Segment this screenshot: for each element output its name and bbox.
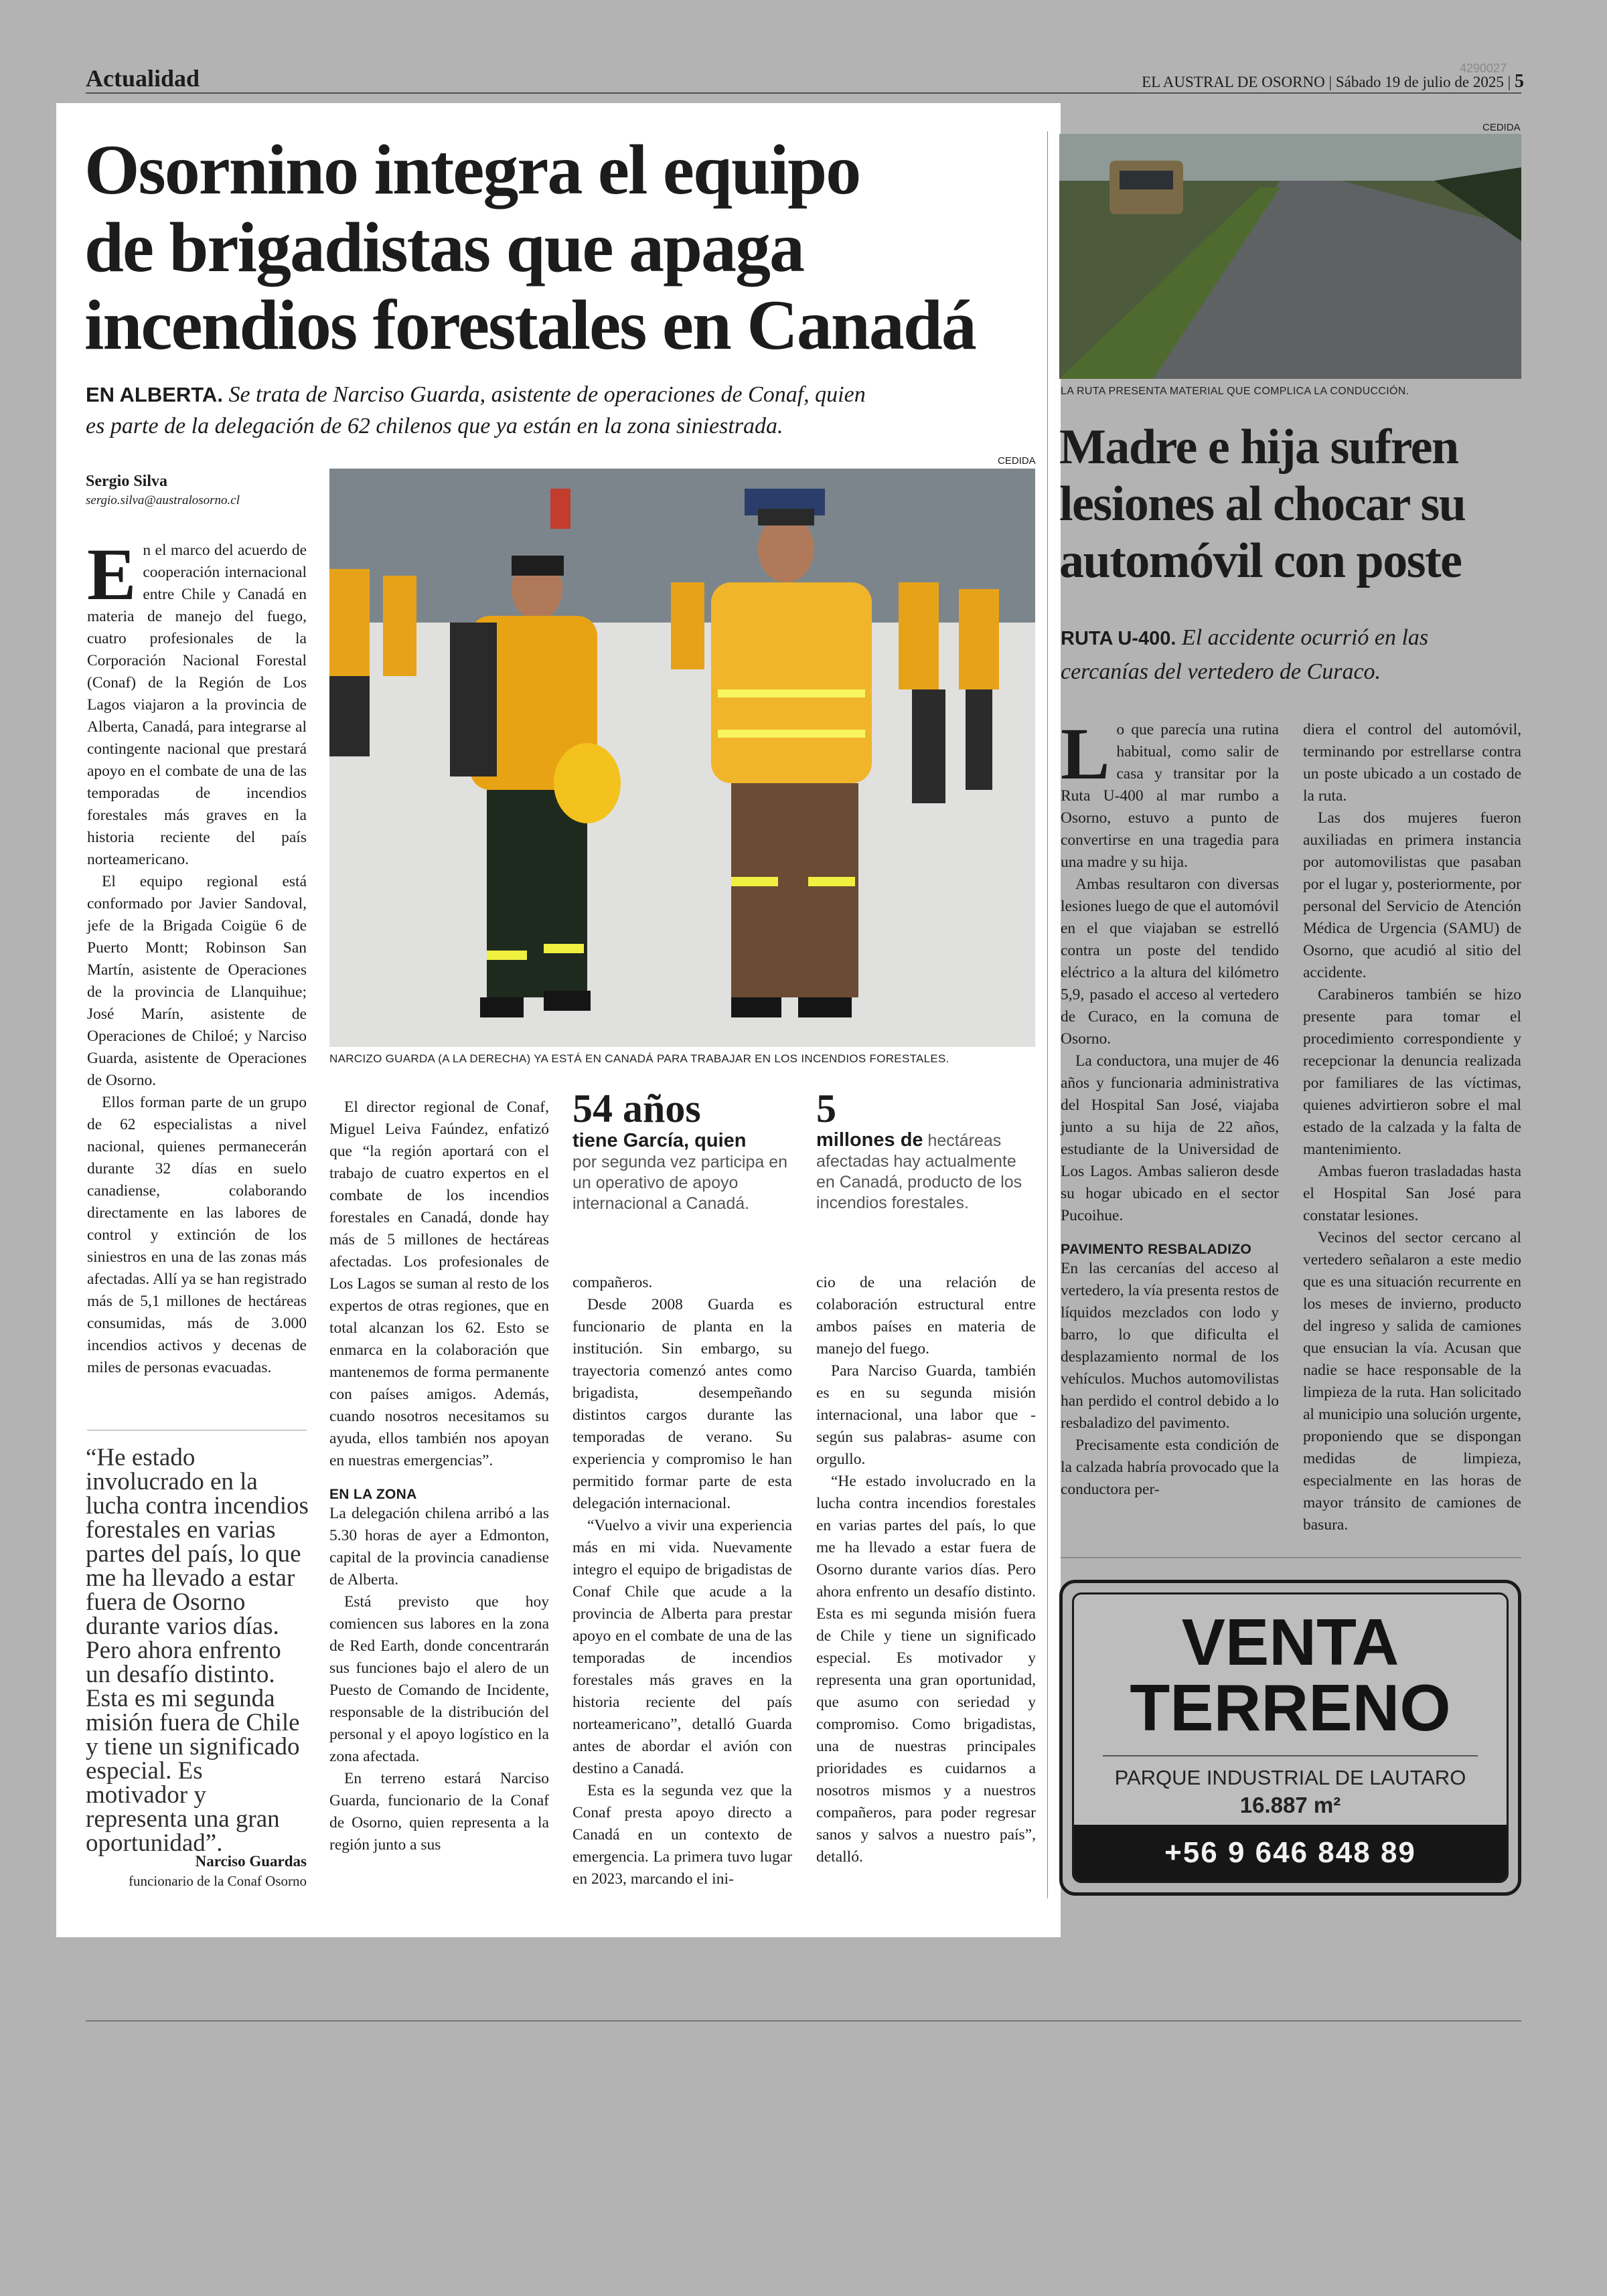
ad-phone-bar <box>1074 1825 1507 1881</box>
col2-paragraph-2: La delegación chilena arribó a las 5.30 horas de ayer a Edmonton, capital de la provincia canadiense de Alberta. <box>329 1505 549 1588</box>
headline-line-1: Osornino integra el equipo <box>84 131 860 209</box>
side-deck-line-2: cercanías del vertedero de Curaco. <box>1061 659 1381 684</box>
main-headline <box>84 131 1049 364</box>
ad-title-line-2: TERRENO <box>1130 1671 1451 1744</box>
side-headline <box>1059 419 1528 590</box>
col1-paragraph-3: Ellos forman parte de un grupo de 62 especialistas a nivel nacional, quienes permanecerán durante 32 días en suelo canadiense, colaborando directamente en las labores de control y extinción de los siniestros en una de las zonas más afectadas. Allí ya se han registrado más de 5,1 millones de hectáreas consumidas, más de 3.000 incendios activos y decenas de miles de personas evacuadas. <box>87 1094 307 1376</box>
col4-paragraph-1: cio de una relación de colaboración estructural entre ambos países en materia de manejo del fuego. <box>816 1274 1036 1358</box>
side-c2-paragraph-3: Carabineros también se hizo presente para tomar el procedimiento correspondiente y recepcionar la denuncia realizada por familiares de las víctimas, quienes advirtieron sobre el mal estado de la calzada y la falta de mantenimiento. <box>1303 986 1521 1158</box>
side-c1-paragraph-4: En las cercanías del acceso al vertedero, la vía presenta restos de líquidos mezclados con lodo y barro, lo que dificulta el desplazamiento normal de los vehículos. Muchos automovilistas han perdido el control debido a lo resbaladizo del pavimento. <box>1061 1260 1279 1432</box>
side-deck-line-1: El accidente ocurrió en las <box>1181 625 1429 650</box>
ad-area: 16.887 m² <box>1239 1793 1341 1817</box>
ad-title-line-1: VENTA <box>1181 1605 1399 1679</box>
stat2-number: 5 <box>816 1086 836 1131</box>
side-headline-line-1: Madre e hija sufren <box>1059 420 1458 475</box>
masthead-line: EL AUSTRAL DE OSORNO | Sábado 19 de julio de 2025 | 5 <box>1142 71 1524 92</box>
col1-paragraph-1: n el marco del acuerdo de cooperación internacional entre Chile y Canadá en materia de manejo del fuego, cuatro profesionales de la Corporación Nacional Forestal (Conaf) de la Región de Los Lagos viajaron a la provincia de Alberta, Canadá, para integrarse al contingente nacional que prestará apoyo en el combate de una de las temporadas de incendios forestales más graves en la historia reciente del país norteamericano. <box>87 542 307 868</box>
firefighters-photo <box>329 469 1035 1047</box>
side-c2-paragraph-5: Vecinos del sector cercano al vertedero señalaron a este medio que es una situación recurrente en los meses de invierno, producto del ingreso y salida de camiones que ensucian la vía. Acusan que nadie se hace responsable de la limpieza de la ruta. Han solicitado al municipio una solución urgente, proponiendo que se dispongan medidas de limpieza, especialmente en las horas de mayor tránsito de camiones de basura. <box>1303 1229 1521 1534</box>
col2-paragraph-4: En terreno estará Narciso Guarda, funcionario de la Conaf de Osorno, quien representa a la región junto a sus <box>329 1770 549 1854</box>
side-headline-line-2: lesiones al chocar su <box>1059 477 1466 531</box>
page-number: 5 <box>1515 71 1524 92</box>
ad-location: PARQUE INDUSTRIAL DE LAUTARO <box>1114 1766 1466 1789</box>
stat1-number: 54 años <box>572 1086 701 1131</box>
side-c1-paragraph-2: Ambas resultaron con diversas lesiones luego de que el automóvil en el que viajaban se estrelló contra un poste del tendido eléctrico a la altura del kilómetro 5,9, pasado el acceso al vertedero de Curaco, en la comuna de Osorno. <box>1061 876 1279 1048</box>
side-c2-paragraph-4: Ambas fueron trasladadas hasta el Hospital San José para constatar lesiones. <box>1303 1163 1521 1224</box>
side-column-1 <box>1061 713 1279 1501</box>
side-drop-cap: L <box>1061 713 1110 795</box>
side-headline-line-3: automóvil con poste <box>1059 534 1462 588</box>
col4-paragraph-2: Para Narciso Guarda, también es en su segunda misión internacional, una labor que -según sus palabras- asume con orgullo. <box>816 1362 1036 1468</box>
col2-subhead: EN LA ZONA <box>329 1487 417 1502</box>
main-deck <box>86 379 1043 442</box>
main-kicker: EN ALBERTA. <box>86 383 223 406</box>
photo-credit: CEDIDA <box>998 455 1036 467</box>
road-illustration <box>1059 134 1521 379</box>
col2-paragraph-1: El director regional de Conaf, Miguel Leiva Faúndez, enfatizó que “la región aportará con el trabajo de cuatro expertos en el combate de los incendios forestales en Canadá, donde hay más de 5 millones de hectáreas afectadas. Los profesionales de Los Lagos se suman al resto de los expertos de otras regiones, que en total alcanzan los 62. Esto se enmarca en la colaboración que mantenemos de forma permanente con países amigos. Además, cuando nosotros necesitamos su ayuda, ellos también nos apoyan en nuestras emergencias”. <box>329 1098 549 1469</box>
section-label: Actualidad <box>86 65 200 92</box>
side-c2-paragraph-2: Las dos mujeres fueron auxiliadas en primera instancia por automovilistas que pasaban por el lugar y, posteriormente, por personal del Servicio de Atención Médica de Urgencia (SAMU) de Osorno, que acudió al sitio del accidente. <box>1303 809 1521 981</box>
main-column-3 <box>572 1272 792 1890</box>
quote-role: funcionario de la Conaf Osorno <box>129 1873 307 1889</box>
column-rule <box>1047 131 1048 1898</box>
main-column-1 <box>87 534 307 1379</box>
side-kicker: RUTA U-400. <box>1061 628 1176 649</box>
masthead-name: EL AUSTRAL DE OSORNO <box>1142 74 1325 90</box>
doc-id: 4290027 <box>1460 62 1507 75</box>
side-c2-paragraph-1: diera el control del automóvil, terminando por estrellarse contra un poste ubicado a un costado de la ruta. <box>1303 721 1521 805</box>
stat-box-1 <box>572 1087 793 1214</box>
issue-date: Sábado 19 de julio de 2025 <box>1335 74 1504 90</box>
pull-quote: “He estado involucrado en la lucha contra incendios forestales en varias partes del país, lo que me ha llevado a estar fuera de Osorno durante varios días. Pero ahora enfrento un desafío distinto. Esta es mi segunda misión fuera de Chile y tiene un significado especial. Es motivador y representa una gran oportunidad”. <box>86 1444 309 1857</box>
road-photo <box>1059 134 1521 379</box>
col2-paragraph-3: Está previsto que hoy comiencen sus labores en la zona de Red Earth, donde concentrarán sus funciones bajo el alero de un Puesto de Comando de Incidente, responsable de la distribución del personal y el apoyo logístico en la zona afectada. <box>329 1593 549 1765</box>
header-rule <box>86 92 1521 94</box>
headline-line-3: incendios forestales en Canadá <box>84 286 976 364</box>
side-c1-paragraph-3: La conductora, una mujer de 46 años y funcionaria administrativa del Hospital San José, viajaba junto a su hija de 22 años, estudiante de la Universidad de Los Lagos. Ambas salieron desde su hogar ubicado en el sector Pucoihue. <box>1061 1052 1279 1224</box>
col3-paragraph-4: Esta es la segunda vez que la Conaf presta apoyo directo a Canadá en un contexto de emergencia. La primera tuvo lugar en 2023, marcando el ini- <box>572 1782 792 1888</box>
stat2-text: hectáreas afectadas hay actualmente en Canadá, producto de los incendios forestales. <box>816 1131 1022 1212</box>
ad-inner-frame <box>1072 1592 1509 1883</box>
author-email[interactable]: sergio.silva@australosorno.cl <box>86 493 240 507</box>
col1-paragraph-2: El equipo regional está conformado por Javier Sandoval, jefe de la Brigada Coigüe 6 de Puerto Montt; Robinson San Martín, asistente de Operaciones de la provincia de Llanquihue; José Marín, asistente de Operaciones de Chiloé; y Narciso Guarda, asistente de Operaciones de Osorno. <box>87 873 307 1089</box>
side-c1-paragraph-5: Precisamente esta condición de la calzada habría provocado que la conductora per- <box>1061 1437 1279 1498</box>
col3-paragraph-3: “Vuelvo a vivir una experiencia más en mi vida. Nuevamente integro el equipo de brigadistas de Conaf Chile que acude a la provincia de Alberta para prestar apoyo en el combate de una de las temporadas de incendios forestales más graves en la historia reciente del país norteamericano”, detalló Guarda antes de abordar el avión con destino a Canadá. <box>572 1517 792 1777</box>
side-photo-credit: CEDIDA <box>1482 122 1521 133</box>
stat2-body <box>816 1130 1037 1214</box>
quote-attribution <box>87 1853 307 1890</box>
col3-paragraph-1: compañeros. <box>572 1274 653 1291</box>
ad-phone[interactable]: +56 9 646 848 89 <box>1164 1836 1416 1869</box>
side-column-2 <box>1303 719 1521 1536</box>
main-photo-caption: NARCIZO GUARDA (A LA DERECHA) YA ESTÁ EN CANADÁ PARA TRABAJAR EN LOS INCENDIOS FORESTALES. <box>329 1052 949 1065</box>
deck-line-2: es parte de la delegación de 62 chilenos que ya están en la zona siniestrada. <box>86 414 783 438</box>
main-column-2 <box>329 1096 549 1856</box>
stat-box-2 <box>816 1087 1037 1214</box>
byline <box>86 473 313 508</box>
land-sale-ad <box>1059 1580 1521 1896</box>
quote-name: Narciso Guardas <box>195 1853 307 1870</box>
ad-title <box>1074 1605 1507 1744</box>
side-rule <box>1061 1557 1521 1558</box>
col3-paragraph-2: Desde 2008 Guarda es funcionario de planta en la institución. Sin embargo, su trayectoria comenzó antes como brigadista, desempeñando distintos cargos durante las temporadas de verano. Su experiencia y compromiso le han permitido formar parte de esta delegación internacional. <box>572 1296 792 1512</box>
headline-line-2: de brigadistas que apaga <box>84 208 804 286</box>
stat2-heading: millones de <box>816 1129 923 1151</box>
stat1-heading: tiene García, quien <box>572 1130 747 1151</box>
side-photo-caption: LA RUTA PRESENTA MATERIAL QUE COMPLICA LA CONDUCCIÓN. <box>1061 386 1409 397</box>
photo-illustration <box>329 469 1035 1047</box>
side-deck <box>1061 621 1523 688</box>
side-subhead: PAVIMENTO RESBALADIZO <box>1061 1242 1252 1257</box>
author-name: Sergio Silva <box>86 473 168 490</box>
col4-paragraph-3: “He estado involucrado en la lucha contra incendios forestales en varias partes del país, lo que me ha llevado a estar fuera de Osorno durante varios días. Pero ahora enfrento un desafío distinto. Esta es mi segunda misión fuera de Chile y tiene un significado especial. Es motivador y representa una gran oportunidad, que asumo con seriedad y compromiso. Como brigadistas, una de nuestras principales prioridades es cuidarnos a nosotros mismos y a nuestros compañeros, para poder regresar sanos y salvos a nuestro país”, detalló. <box>816 1473 1036 1866</box>
deck-line-1: Se trata de Narciso Guarda, asistente de operaciones de Conaf, quien <box>228 382 866 407</box>
stat1-text: por segunda vez participa en un operativo de apoyo internacional a Canadá. <box>572 1153 788 1213</box>
drop-cap: E <box>87 534 137 615</box>
ad-rule <box>1103 1755 1478 1756</box>
main-column-4 <box>816 1272 1036 1868</box>
footer-rule <box>86 2020 1521 2022</box>
side-c1-paragraph-1: o que parecía una rutina habitual, como salir de casa y transitar por la Ruta U-400 al mar rumbo a Osorno, estuvo a punto de convertirse en una tragedia para una madre y su hija. <box>1061 721 1279 871</box>
